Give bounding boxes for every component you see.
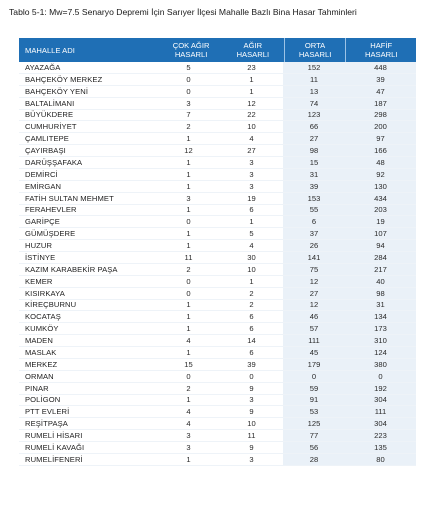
cell-agir: 4	[249, 134, 254, 144]
table-row	[19, 442, 416, 454]
cell-hafif: 98	[376, 288, 385, 298]
cell-agir: 6	[249, 347, 254, 357]
cell-mahalle: MADEN	[25, 336, 53, 346]
table-row	[19, 252, 416, 264]
table-row	[19, 406, 416, 418]
cell-orta: 152	[307, 62, 321, 72]
cell-agir: 6	[249, 312, 254, 322]
table-body	[19, 62, 416, 466]
cell-cok-agir: 1	[186, 181, 191, 191]
table-row	[19, 276, 416, 288]
cell-agir: 27	[247, 146, 256, 156]
cell-mahalle: DEMİRCİ	[25, 169, 58, 179]
cell-orta: 27	[309, 288, 319, 298]
cell-mahalle: EMİRGAN	[25, 181, 62, 191]
cell-mahalle: KİREÇBURNU	[25, 300, 77, 310]
table-row	[19, 383, 416, 395]
table-row	[19, 121, 416, 133]
cell-mahalle: MERKEZ	[25, 359, 58, 369]
cell-agir: 2	[249, 288, 254, 298]
cell-orta: 28	[309, 454, 319, 464]
cell-cok-agir: 1	[186, 241, 191, 251]
cell-mahalle: İSTİNYE	[25, 252, 56, 262]
cell-cok-agir: 1	[186, 157, 191, 167]
cell-hafif: 19	[376, 217, 385, 227]
cell-cok-agir: 1	[186, 134, 191, 144]
table-row	[19, 335, 416, 347]
cell-hafif: 135	[374, 442, 387, 452]
cell-orta: 15	[309, 157, 319, 167]
table-row	[19, 98, 416, 110]
table-row	[19, 110, 416, 122]
cell-hafif: 310	[374, 336, 387, 346]
table-row	[19, 62, 416, 74]
cell-hafif: 111	[374, 407, 387, 417]
cell-hafif: 217	[374, 264, 387, 274]
cell-orta: 57	[309, 324, 319, 334]
cell-agir: 30	[247, 252, 256, 262]
cell-hafif: 380	[374, 359, 387, 369]
cell-agir: 0	[249, 371, 254, 381]
cell-agir: 9	[249, 383, 254, 393]
table-row	[19, 288, 416, 300]
header-cok-agir: ÇOK AĞIR HASARLI	[172, 41, 210, 59]
cell-cok-agir: 1	[186, 229, 191, 239]
cell-cok-agir: 4	[186, 407, 191, 417]
cell-agir: 10	[247, 122, 256, 132]
cell-hafif: 203	[374, 205, 387, 215]
cell-hafif: 304	[374, 395, 387, 405]
cell-orta: 59	[309, 383, 319, 393]
cell-mahalle: HUZUR	[25, 241, 53, 251]
cell-mahalle: KAZIM KARABEKİR PAŞA	[25, 264, 118, 274]
cell-mahalle: BÜYÜKDERE	[25, 110, 74, 120]
cell-mahalle: ÇAYIRBAŞI	[25, 146, 66, 156]
cell-agir: 5	[249, 229, 254, 239]
cell-cok-agir: 1	[186, 300, 191, 310]
cell-cok-agir: 3	[186, 431, 191, 441]
cell-mahalle: BAHÇEKÖY MERKEZ	[25, 74, 103, 84]
cell-orta: 179	[307, 359, 321, 369]
cell-mahalle: ORMAN	[25, 371, 54, 381]
table-row	[19, 430, 416, 442]
cell-orta: 74	[309, 98, 319, 108]
cell-cok-agir: 1	[186, 454, 191, 464]
cell-agir: 1	[249, 276, 254, 286]
cell-cok-agir: 1	[186, 395, 191, 405]
header-agir: AĞIR HASARLI	[236, 41, 270, 59]
cell-mahalle: FATİH SULTAN MEHMET	[25, 193, 114, 203]
damage-table	[19, 38, 416, 466]
cell-orta: 31	[309, 169, 319, 179]
cell-agir: 14	[247, 336, 256, 346]
table-row	[19, 359, 416, 371]
header-hafif: HAFİF HASARLI	[345, 38, 416, 62]
cell-mahalle: BAHÇEKÖY YENİ	[25, 86, 89, 96]
cell-mahalle: RUMELİFENERİ	[25, 454, 83, 464]
table-row	[19, 169, 416, 181]
cell-cok-agir: 4	[186, 336, 191, 346]
cell-orta: 55	[309, 205, 319, 215]
cell-cok-agir: 15	[184, 359, 193, 369]
cell-agir: 3	[249, 181, 254, 191]
cell-orta: 12	[309, 276, 319, 286]
cell-hafif: 223	[374, 431, 387, 441]
table-row	[19, 181, 416, 193]
table-caption: Tablo 5-1: Mw=7.5 Senaryo Depremi İçin Sarıyer İlçesi Mahalle Bazlı Bina Hasar Tahminleri	[9, 7, 357, 17]
cell-mahalle: KISIRKAYA	[25, 288, 65, 298]
cell-mahalle: POLİGON	[25, 395, 61, 405]
cell-agir: 6	[249, 205, 254, 215]
cell-mahalle: MASLAK	[25, 347, 57, 357]
cell-hafif: 448	[374, 62, 387, 72]
cell-cok-agir: 2	[186, 122, 191, 132]
table-row	[19, 418, 416, 430]
table-row	[19, 264, 416, 276]
cell-hafif: 173	[374, 324, 387, 334]
cell-cok-agir: 7	[186, 110, 191, 120]
cell-orta: 125	[307, 419, 321, 429]
cell-agir: 2	[249, 300, 254, 310]
cell-mahalle: KEMER	[25, 276, 53, 286]
cell-orta: 45	[309, 347, 319, 357]
cell-hafif: 0	[378, 371, 383, 381]
table-row	[19, 157, 416, 169]
cell-orta: 56	[309, 442, 319, 452]
table-row	[19, 74, 416, 86]
cell-agir: 3	[249, 454, 254, 464]
table-row	[19, 216, 416, 228]
cell-mahalle: RUMELİ HİSARI	[25, 431, 83, 441]
cell-mahalle: AYAZAĞA	[25, 62, 61, 72]
cell-hafif: 39	[376, 74, 385, 84]
header-orta: ORTA HASARLI	[284, 38, 346, 62]
cell-agir: 11	[247, 431, 256, 441]
cell-orta: 111	[308, 336, 320, 346]
header-mahalle: MAHALLE ADI	[25, 45, 75, 55]
cell-hafif: 284	[374, 252, 387, 262]
cell-agir: 1	[249, 86, 254, 96]
table-row	[19, 311, 416, 323]
cell-cok-agir: 0	[186, 74, 191, 84]
cell-agir: 22	[247, 110, 256, 120]
cell-cok-agir: 2	[186, 383, 191, 393]
cell-orta: 11	[310, 74, 318, 84]
cell-cok-agir: 12	[184, 146, 193, 156]
cell-orta: 46	[309, 312, 319, 322]
cell-agir: 9	[249, 442, 254, 452]
cell-orta: 13	[309, 86, 319, 96]
cell-cok-agir: 4	[186, 419, 191, 429]
table-row	[19, 395, 416, 407]
cell-orta: 27	[309, 134, 319, 144]
cell-cok-agir: 1	[186, 169, 191, 179]
cell-agir: 19	[247, 193, 256, 203]
table-row	[19, 371, 416, 383]
table-row	[19, 454, 416, 466]
cell-agir: 1	[249, 217, 254, 227]
cell-orta: 75	[309, 264, 319, 274]
cell-cok-agir: 2	[186, 264, 191, 274]
cell-mahalle: ÇAMLITEPE	[25, 134, 69, 144]
cell-hafif: 304	[374, 419, 387, 429]
cell-cok-agir: 0	[186, 86, 191, 96]
cell-hafif: 130	[374, 181, 387, 191]
cell-mahalle: GARİPÇE	[25, 217, 60, 227]
cell-agir: 10	[247, 264, 256, 274]
cell-hafif: 192	[374, 383, 387, 393]
cell-cok-agir: 0	[186, 217, 191, 227]
cell-cok-agir: 3	[186, 193, 191, 203]
cell-mahalle: CUMHURİYET	[25, 122, 77, 132]
table-row	[19, 205, 416, 217]
cell-hafif: 434	[374, 193, 387, 203]
table-row	[19, 228, 416, 240]
cell-agir: 3	[249, 157, 254, 167]
cell-agir: 9	[249, 407, 254, 417]
cell-hafif: 166	[374, 146, 387, 156]
table-row	[19, 193, 416, 205]
table-header	[19, 38, 416, 62]
cell-mahalle: REŞİTPAŞA	[25, 419, 68, 429]
cell-cok-agir: 11	[184, 252, 193, 262]
cell-mahalle: KUMKÖY	[25, 324, 59, 334]
cell-orta: 12	[309, 300, 319, 310]
cell-cok-agir: 1	[186, 347, 191, 357]
cell-cok-agir: 3	[186, 98, 191, 108]
cell-hafif: 187	[374, 98, 387, 108]
cell-hafif: 107	[374, 229, 387, 239]
table-row	[19, 347, 416, 359]
cell-hafif: 47	[376, 86, 385, 96]
cell-agir: 1	[249, 74, 254, 84]
cell-hafif: 80	[376, 454, 385, 464]
cell-orta: 123	[307, 110, 321, 120]
table-row	[19, 133, 416, 145]
cell-cok-agir: 1	[186, 324, 191, 334]
cell-agir: 10	[247, 419, 256, 429]
cell-cok-agir: 1	[186, 205, 191, 215]
cell-agir: 4	[249, 241, 254, 251]
cell-agir: 23	[247, 62, 256, 72]
cell-orta: 6	[311, 217, 317, 227]
table-row	[19, 86, 416, 98]
cell-orta: 66	[309, 122, 319, 132]
cell-cok-agir: 3	[186, 442, 191, 452]
cell-mahalle: BALTALİMANI	[25, 98, 75, 108]
cell-agir: 6	[249, 324, 254, 334]
table-row	[19, 240, 416, 252]
table-row	[19, 300, 416, 312]
cell-hafif: 31	[376, 300, 385, 310]
cell-cok-agir: 5	[186, 62, 191, 72]
cell-mahalle: GÜMÜŞDERE	[25, 229, 76, 239]
table-row	[19, 145, 416, 157]
cell-orta: 37	[309, 229, 319, 239]
cell-hafif: 200	[374, 122, 387, 132]
cell-orta: 0	[311, 371, 317, 381]
cell-orta: 91	[309, 395, 319, 405]
cell-mahalle: RUMELİ KAVAĞI	[25, 442, 85, 452]
cell-hafif: 124	[374, 347, 387, 357]
cell-hafif: 298	[374, 110, 387, 120]
cell-hafif: 97	[376, 134, 385, 144]
cell-mahalle: PTT EVLERİ	[25, 407, 70, 417]
cell-mahalle: DARÜŞŞAFAKA	[25, 157, 83, 167]
cell-agir: 39	[247, 359, 256, 369]
cell-hafif: 40	[376, 276, 385, 286]
cell-hafif: 94	[376, 241, 385, 251]
cell-mahalle: KOCATAŞ	[25, 312, 61, 322]
cell-orta: 153	[307, 193, 321, 203]
cell-orta: 141	[307, 252, 321, 262]
cell-cok-agir: 0	[186, 276, 191, 286]
cell-orta: 26	[309, 241, 319, 251]
cell-orta: 53	[309, 407, 319, 417]
cell-mahalle: PINAR	[25, 383, 49, 393]
cell-orta: 98	[309, 146, 319, 156]
cell-cok-agir: 0	[186, 288, 191, 298]
cell-orta: 77	[309, 431, 319, 441]
cell-orta: 39	[309, 181, 319, 191]
cell-hafif: 134	[374, 312, 387, 322]
cell-cok-agir: 1	[186, 312, 191, 322]
cell-hafif: 92	[376, 169, 385, 179]
cell-agir: 3	[249, 169, 254, 179]
cell-hafif: 48	[376, 157, 385, 167]
cell-agir: 12	[247, 98, 256, 108]
cell-cok-agir: 0	[186, 371, 191, 381]
cell-mahalle: FERAHEVLER	[25, 205, 77, 215]
table-row	[19, 323, 416, 335]
cell-agir: 3	[249, 395, 254, 405]
